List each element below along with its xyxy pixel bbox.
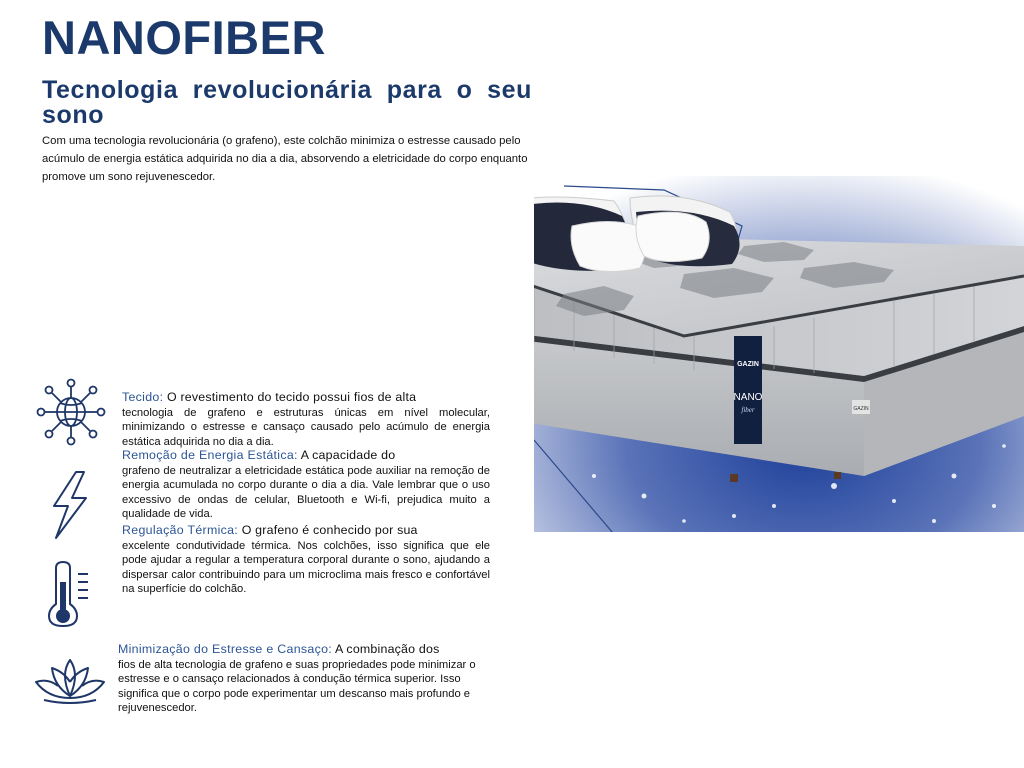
pillows [534, 196, 740, 272]
feature-lead-rest: A capacidade do [297, 448, 396, 462]
feature-tecido [122, 390, 490, 449]
feature-lead-rest: A combinação dos [332, 642, 440, 656]
feature-body: grafeno de neutralizar a eletricidade estática pode auxiliar na remoção de energia acumulada no corpo durante o dia a dia. Vale lembrar que o uso excessivo de ondas de celular, Bluetooth e Wi-fi, prejudica muito a qualidade de vida. [122, 464, 490, 521]
lightning-icon [48, 470, 92, 540]
intro-paragraph: Com uma tecnologia revolucionária (o grafeno), este colchão minimiza o estresse causado pelo acúmulo de energia estática adquirida no dia a dia, absorvendo a eletricidade do corpo enquanto promove um sono rejuvenescedor. [42, 135, 528, 183]
page-title: NANOFIBER [42, 11, 326, 64]
feature-lead: Tecido: [122, 390, 164, 404]
mattress-product-image [534, 176, 1024, 532]
nano-label-band [734, 336, 762, 444]
feature-body: fios de alta tecnologia de grafeno e suas propriedades pode minimizar o estresse e o cansaço relacionados à condução térmica superior. Isso significa que o corpo pode experimentar um descanso mais profundo e rejuvenescedor. [118, 658, 476, 715]
svg-text:GAZIN: GAZIN [853, 406, 869, 412]
thermometer-icon [44, 560, 94, 628]
lotus-icon [34, 656, 106, 704]
label-sub-text: fiber [741, 406, 755, 414]
feature-body: excelente condutividade térmica. Nos colchões, isso significa que ele pode ajudar a regular a temperatura corporal durante o sono, ajudando a dispersar calor contribuindo para um microclima mais fresco e confortável na superfície do colchão. [122, 539, 490, 596]
page-subtitle: Tecnologia revolucionária para o seu sono [42, 76, 532, 129]
feature-body: tecnologia de grafeno e estruturas únicas em nível molecular, minimizando o estresse e cansaço causado pelo acúmulo de energia estática adquirida no dia a dia. [122, 406, 490, 448]
feature-energia-estatica [122, 448, 490, 522]
feature-regulacao-termica [122, 523, 490, 597]
label-model-text: NANO [733, 392, 763, 403]
feature-estresse-cansaco [118, 642, 498, 716]
molecule-globe-icon [36, 378, 106, 446]
feature-lead: Regulação Térmica: [122, 523, 239, 537]
feature-lead: Minimização do Estresse e Cansaço: [118, 642, 333, 656]
label-brand-text: GAZIN [737, 361, 759, 368]
feature-lead-rest: O revestimento do tecido possui fios de alta [163, 390, 417, 404]
feature-lead-rest: O grafeno é conhecido por sua [238, 523, 418, 537]
feature-lead: Remoção de Energia Estática: [122, 448, 298, 462]
